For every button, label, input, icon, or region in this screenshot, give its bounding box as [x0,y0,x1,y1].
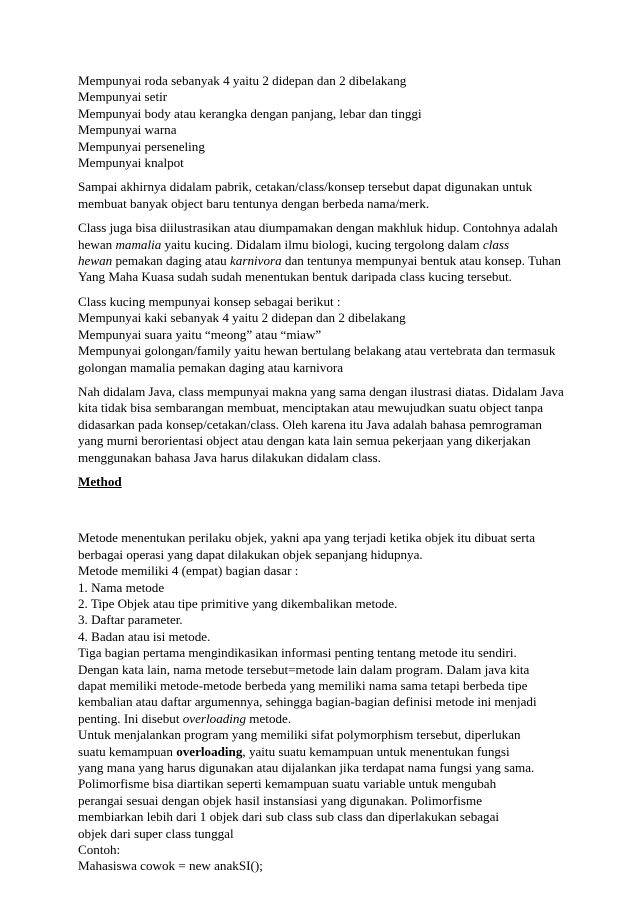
text-line [78,253,578,269]
bold-term: overloading [176,743,243,759]
text-line: Nah didalam Java, class mempunyai makna yang sama dengan ilustrasi diatas. Didalam Java [78,383,564,399]
text-line: Mempunyai roda sebanyak 4 yaitu 2 didepan dan 2 dibelakang [78,73,407,88]
text-line: Mempunyai perseneling [78,138,205,154]
text-line: Contoh: [78,842,121,858]
italic-term: hewan [78,253,113,269]
text-line: Dengan kata lain, nama metode tersebut=metode lain dalam program. Dalam java kita [78,661,530,677]
text-line: Metode menentukan perilaku objek, yakni apa yang terjadi ketika objek itu dibuat serta [78,530,536,546]
italic-term: class [482,236,510,252]
list-item: 1. Nama metode [78,579,165,595]
text-line: Mempunyai suara yaitu “meong” atau “miaw” [78,326,322,342]
text-line: Class juga bisa diilustrasikan atau diumpamakan dengan makhluk hidup. Contohnya adalah [78,220,558,236]
text-run: suatu kemampuan [78,743,177,759]
text-line: Sampai akhirnya didalam pabrik, cetakan/class/konsep tersebut dapat digunakan untuk [78,179,533,195]
text-line: dapat memiliki metode-metode berbeda yang memiliki nama sama tetapi berbeda tipe [78,678,528,693]
text-line [78,744,578,760]
text-line: kita tidak bisa sembarangan membuat, menciptakan atau mewujudkan suatu object tanpa [78,400,544,416]
text-line: Mempunyai golongan/family yaitu hewan bertulang belakang atau vertebrata dan termasuk [78,343,556,359]
text-run: metode. [246,710,292,726]
text-run: hewan [78,236,116,252]
text-line: Class kucing mempunyai konsep sebagai berikut : [78,293,341,309]
paragraph-class-illustration [78,220,578,286]
italic-term: karnivora [230,253,282,269]
text-run: penting. Ini disebut [78,710,183,726]
text-line: berbagai operasi yang dapat dilakukan objek sepanjang hidupnya. [78,546,423,562]
text-line [78,237,578,253]
text-run: dan tentunya mempunyai bentuk atau konsep. Tuhan [281,253,561,269]
text-line: membuat banyak object baru tentunya dengan berbeda nama/merk. [78,195,430,211]
text-line: golongan mamalia pemakan daging atau karnivora [78,359,344,375]
text-line: menggunakan bahasa Java harus dilakukan didalam class. [78,449,381,465]
text-line: kembalian atau daftar argumennya, sehingga bagian-bagian definisi metode ini menjadi [78,694,537,710]
list-item: 3. Daftar parameter. [78,612,183,628]
paragraph-java-class [78,384,578,466]
text-line: yang murni berorientasi object atau dengan kata lain semua pekerjaan yang dikerjakan [78,433,531,449]
paragraph-car-properties [78,73,578,171]
text-line: didasarkan pada konsep/cetakan/class. Oleh karena itu Java adalah bahasa pemrograman [78,416,542,432]
document-body [78,73,578,883]
text-line: membiarkan lebih dari 1 objek dari sub class sub class dan diperlakukan sebagai [78,809,500,825]
code-example: Mahasiswa cowok = new anakSI(); [78,858,263,874]
text-line: Mempunyai warna [78,122,177,138]
text-line: Metode memiliki 4 (empat) bagian dasar : [78,563,299,579]
text-line: perangai sesuai dengan objek hasil instansiasi yang digunakan. Polimorfisme [78,792,483,808]
italic-term: mamalia [115,236,162,252]
paragraph-method [78,530,578,875]
text-line: Mempunyai knalpot [78,155,184,171]
list-item: 2. Tipe Objek atau tipe primitive yang dikembalikan metode. [78,595,398,611]
list-item: 4. Badan atau isi metode. [78,628,211,644]
text-line: Mempunyai setir [78,89,168,105]
text-run: , yaitu suatu kemampuan untuk menentukan fungsi [242,743,510,759]
text-line: Tiga bagian pertama mengindikasikan informasi penting tentang metode itu sendiri. [78,645,517,661]
text-run: yaitu kucing. Didalam ilmu biologi, kucing tergolong dalam [161,236,483,252]
text-line: objek dari super class tunggal [78,825,234,841]
text-line: Polimorfisme bisa diartikan seperti kemampuan suatu variable untuk mengubah [78,776,497,792]
text-line: yang mana yang harus digunakan atau dijalankan jika terdapat nama fungsi yang sama. [78,760,535,776]
text-line: Mempunyai body atau kerangka dengan panjang, lebar dan tinggi [78,105,422,121]
paragraph-cat-class [78,294,578,376]
text-line: Mempunyai kaki sebanyak 4 yaitu 2 didepan dan 2 dibelakang [78,310,406,326]
paragraph-factory [78,179,578,212]
text-line [78,711,578,727]
text-run: pemakan daging atau [112,253,230,269]
italic-term: overloading [182,710,247,726]
text-line: Untuk menjalankan program yang memiliki sifat polymorphism tersebut, diperlukan [78,727,521,743]
text-line: Yang Maha Kuasa sudah sudah menentukan bentuk daripada class kucing tersebut. [78,269,512,285]
section-heading-method: Method [78,473,122,489]
